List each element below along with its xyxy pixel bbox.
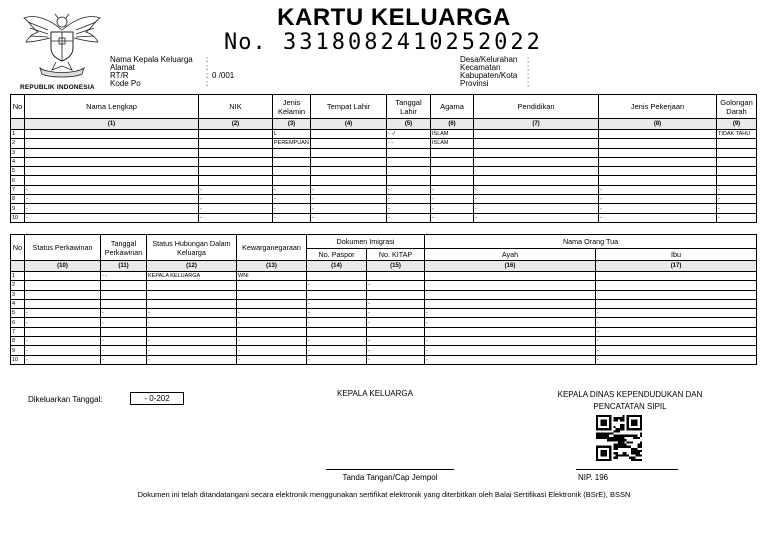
info-colon: : — [206, 63, 209, 72]
civil-registry-head-label — [548, 389, 712, 413]
col-header: Jenis Pekerjaan — [599, 95, 717, 119]
table-cell: - — [367, 346, 425, 355]
table-row — [11, 139, 757, 148]
table-cell: - — [311, 204, 387, 213]
col-index: (8) — [599, 119, 717, 130]
table-cell: - — [25, 213, 199, 222]
table-cell: - — [237, 309, 307, 318]
head-of-family-label: KEPALA KELUARGA — [337, 389, 413, 398]
col-index: (13) — [237, 261, 307, 272]
table-cell: - — [425, 309, 596, 318]
table-cell: WNI — [237, 272, 307, 281]
table-row — [11, 355, 757, 364]
table-cell: - — [425, 346, 596, 355]
row-number: 9 — [11, 204, 25, 213]
table-cell — [599, 176, 717, 185]
table-cell — [596, 272, 757, 281]
table-row — [11, 195, 757, 204]
table-cell — [717, 157, 757, 166]
table-row — [11, 130, 757, 139]
table-cell — [387, 157, 431, 166]
table-cell: - — [596, 337, 757, 346]
table-cell: - — [199, 204, 273, 213]
table-cell: - — [425, 318, 596, 327]
col-header: No — [11, 95, 25, 119]
table-cell — [101, 290, 147, 299]
col-header-group: Nama Orang Tua — [425, 235, 757, 249]
col-header: Tempat Lahir — [311, 95, 387, 119]
info-label: Desa/Kelurahan — [460, 55, 518, 64]
col-index: (9) — [717, 119, 757, 130]
table-cell: - — [101, 346, 147, 355]
table-cell — [199, 167, 273, 176]
table-cell: - — [307, 309, 367, 318]
document-number — [224, 30, 543, 55]
table-cell — [273, 176, 311, 185]
table-cell: - — [237, 346, 307, 355]
table-row — [11, 327, 757, 336]
row-number: 7 — [11, 185, 25, 194]
table-cell: - — [599, 213, 717, 222]
table-cell — [311, 139, 387, 148]
table-cell: - — [25, 204, 199, 213]
table-cell: - — [367, 355, 425, 364]
table-cell: - — [273, 204, 311, 213]
table-cell: - — [307, 281, 367, 290]
table-cell: - — [367, 318, 425, 327]
table-cell: - — [273, 195, 311, 204]
table-cell: - — [596, 318, 757, 327]
table-cell — [367, 290, 425, 299]
table-cell: - — [199, 195, 273, 204]
col-header: Pendidikan — [474, 95, 599, 119]
table-header-row — [11, 95, 757, 119]
col-index: (5) — [387, 119, 431, 130]
table-index-row — [11, 261, 757, 272]
table-cell — [311, 157, 387, 166]
table-cell — [425, 290, 596, 299]
table-cell — [599, 157, 717, 166]
row-number: 4 — [11, 157, 25, 166]
table-cell — [101, 299, 147, 308]
table-cell: - — [147, 346, 237, 355]
info-colon: : — [206, 71, 209, 80]
civil-registry-line-2: PENCATATAN SIPIL — [593, 402, 667, 411]
table-cell — [599, 167, 717, 176]
table-cell: - -/ — [387, 130, 431, 139]
family-status-table — [10, 234, 757, 365]
table-cell: L — [273, 130, 311, 139]
document-number-label: No. — [224, 30, 267, 55]
table-row — [11, 167, 757, 176]
row-number: 10 — [11, 213, 25, 222]
col-header: Kewarganegaraan — [237, 235, 307, 261]
table-cell: - — [147, 309, 237, 318]
civil-registry-line-1: KEPALA DINAS KEPENDUDUKAN DAN — [557, 390, 703, 399]
table-cell — [237, 299, 307, 308]
col-index: (2) — [199, 119, 273, 130]
table-cell — [147, 281, 237, 290]
col-header: Tanggal Perkawinan — [101, 235, 147, 261]
qr-code-icon — [596, 415, 642, 461]
household-info-right — [460, 56, 529, 88]
row-number: 3 — [11, 148, 25, 157]
table-index-row — [11, 119, 757, 130]
row-number: 7 — [11, 327, 25, 336]
table-cell — [599, 130, 717, 139]
household-info-left — [110, 56, 234, 88]
table-cell — [237, 327, 307, 336]
info-label: Alamat — [110, 63, 135, 72]
table-cell: - — [474, 204, 599, 213]
table-cell — [25, 130, 199, 139]
table-cell — [367, 272, 425, 281]
info-value: 0 /001 — [212, 71, 235, 80]
table-cell — [596, 299, 757, 308]
col-header-group: Dokumen Imigrasi — [307, 235, 425, 249]
table-row — [11, 185, 757, 194]
table-cell: - — [307, 299, 367, 308]
table-cell — [431, 157, 474, 166]
table-cell: - — [307, 346, 367, 355]
info-label: Kode Po — [110, 79, 141, 88]
info-label: Kecamatan — [460, 63, 501, 72]
table-cell — [474, 157, 599, 166]
table-cell — [311, 167, 387, 176]
signature-line — [326, 469, 454, 470]
table-cell: - — [599, 195, 717, 204]
table-cell — [25, 139, 199, 148]
info-label: Kabupaten/Kota — [460, 71, 518, 80]
info-label: RT/R — [110, 71, 129, 80]
table-cell — [596, 290, 757, 299]
table-cell — [717, 176, 757, 185]
table-cell: - — [25, 195, 199, 204]
table-cell: - — [147, 355, 237, 364]
info-label: Provinsi — [460, 79, 489, 88]
table-cell: - — [273, 213, 311, 222]
col-index: (15) — [367, 261, 425, 272]
table-cell — [307, 327, 367, 336]
table-cell — [474, 176, 599, 185]
col-index: (3) — [273, 119, 311, 130]
table-cell — [199, 130, 273, 139]
table-cell — [273, 148, 311, 157]
table-cell: - — [387, 195, 431, 204]
table-cell — [199, 148, 273, 157]
table-cell — [425, 327, 596, 336]
table-cell: - — [25, 355, 101, 364]
table-cell — [237, 290, 307, 299]
table-cell: - — [431, 185, 474, 194]
table-cell: - — [596, 346, 757, 355]
table-cell — [474, 148, 599, 157]
table-cell: - — [199, 185, 273, 194]
col-header: Agama — [431, 95, 474, 119]
issued-date-label: Dikeluarkan Tanggal: — [28, 395, 103, 404]
row-number: 8 — [11, 337, 25, 346]
table-cell: - — [474, 185, 599, 194]
row-number: 8 — [11, 195, 25, 204]
table-cell — [599, 139, 717, 148]
table-cell: - — [431, 204, 474, 213]
table-cell: - — [147, 337, 237, 346]
table-row — [11, 272, 757, 281]
table-row — [11, 148, 757, 157]
table-cell — [387, 176, 431, 185]
row-number: 10 — [11, 355, 25, 364]
table-cell: - — [425, 355, 596, 364]
official-nip: NIP. 196 — [578, 473, 609, 482]
table-cell — [147, 299, 237, 308]
table-row — [11, 213, 757, 222]
table-cell — [474, 139, 599, 148]
col-index — [11, 261, 25, 272]
row-number: 5 — [11, 309, 25, 318]
table-cell: - — [237, 355, 307, 364]
document-number-value: 3318082410252022 — [283, 30, 543, 55]
table-cell — [101, 281, 147, 290]
row-number: 9 — [11, 346, 25, 355]
table-cell: - - — [101, 272, 147, 281]
table-cell — [25, 157, 199, 166]
row-number: 2 — [11, 139, 25, 148]
info-colon: : — [206, 79, 209, 88]
row-number: 6 — [11, 318, 25, 327]
col-index — [11, 119, 25, 130]
table-cell: - — [596, 309, 757, 318]
info-colon: : — [527, 71, 530, 80]
table-cell: - — [311, 185, 387, 194]
row-number: 2 — [11, 281, 25, 290]
table-cell — [431, 176, 474, 185]
table-cell: - — [367, 299, 425, 308]
table-cell: TIDAK TAHU — [717, 130, 757, 139]
table-row — [11, 299, 757, 308]
row-number: 3 — [11, 290, 25, 299]
table-cell — [237, 281, 307, 290]
col-index: (7) — [474, 119, 599, 130]
table-cell: - — [237, 337, 307, 346]
col-index: (10) — [25, 261, 101, 272]
table-cell: - — [311, 195, 387, 204]
col-index: (17) — [596, 261, 757, 272]
issued-date-value: - 0-202 — [130, 392, 184, 405]
table-cell: - — [25, 309, 101, 318]
table-cell — [273, 157, 311, 166]
col-index: (11) — [101, 261, 147, 272]
document-title: KARTU KELUARGA — [277, 4, 511, 31]
table-cell: - — [25, 185, 199, 194]
table-cell — [25, 167, 199, 176]
row-number: 1 — [11, 272, 25, 281]
table-cell — [311, 148, 387, 157]
table-cell — [101, 327, 147, 336]
table-cell: - — [307, 318, 367, 327]
table-cell: ISLAM — [431, 139, 474, 148]
table-row — [11, 157, 757, 166]
info-colon: : — [527, 63, 530, 72]
col-index: (4) — [311, 119, 387, 130]
row-number: 5 — [11, 167, 25, 176]
table-cell — [474, 167, 599, 176]
table-cell — [147, 290, 237, 299]
info-colon: : — [527, 55, 530, 64]
table-cell: PEREMPUAN — [274, 140, 309, 147]
table-cell: - — [599, 204, 717, 213]
table-cell: - — [474, 213, 599, 222]
row-number: 6 — [11, 176, 25, 185]
col-header: Status Hubungan Dalam Keluarga — [147, 235, 237, 261]
table-cell — [25, 290, 101, 299]
table-cell: - — [147, 318, 237, 327]
table-cell — [25, 299, 101, 308]
table-cell — [25, 148, 199, 157]
info-label: Nama Kepala Keluarga — [110, 55, 193, 64]
family-members-table — [10, 94, 757, 223]
table-cell — [307, 272, 367, 281]
col-header: No — [11, 235, 25, 261]
official-signature-line — [576, 469, 678, 470]
col-index: (14) — [307, 261, 367, 272]
col-header: Golongan Darah — [717, 95, 757, 119]
table-row — [11, 290, 757, 299]
table-row — [11, 281, 757, 290]
table-cell — [431, 148, 474, 157]
emblem-caption: REPUBLIK INDONESIA — [20, 84, 95, 91]
table-row — [11, 318, 757, 327]
table-cell — [311, 130, 387, 139]
table-cell: KEPALA KELUARGA — [147, 272, 237, 281]
table-cell — [425, 272, 596, 281]
table-cell — [199, 157, 273, 166]
table-cell — [425, 281, 596, 290]
table-cell — [311, 176, 387, 185]
info-colon: : — [527, 79, 530, 88]
table-cell: - — [387, 204, 431, 213]
table-header-row — [11, 235, 757, 249]
table-cell: - — [425, 337, 596, 346]
info-row — [460, 80, 529, 88]
info-row — [110, 80, 234, 88]
col-index: (16) — [425, 261, 596, 272]
table-cell: - — [237, 318, 307, 327]
table-cell — [599, 148, 717, 157]
table-cell — [596, 281, 757, 290]
col-header: Nama Lengkap — [25, 95, 199, 119]
table-cell: - — [431, 213, 474, 222]
table-cell: - — [101, 337, 147, 346]
table-cell — [387, 148, 431, 157]
table-cell — [273, 167, 311, 176]
table-cell — [25, 272, 101, 281]
table-cell: ISLAM — [431, 130, 474, 139]
table-cell: - — [596, 327, 757, 336]
table-cell — [199, 139, 273, 148]
table-cell — [717, 139, 757, 148]
col-header: Ayah — [425, 249, 596, 261]
table-cell: - — [101, 355, 147, 364]
table-cell: - — [307, 355, 367, 364]
col-header: NIK — [199, 95, 273, 119]
table-cell: - — [717, 185, 757, 194]
table-cell: - — [25, 318, 101, 327]
table-cell — [199, 176, 273, 185]
table-cell: - — [717, 204, 757, 213]
col-header: No. KITAP — [367, 249, 425, 261]
table-cell: - — [717, 213, 757, 222]
table-cell: - — [431, 195, 474, 204]
electronic-signature-disclaimer: Dokumen ini telah ditandatangani secara elektronik menggunakan sertifikat elektronik yang diterbitkan oleh Balai Sertifikasi Elektronik (BSrE), BSSN — [137, 490, 631, 499]
info-colon: : — [206, 55, 209, 64]
table-cell — [717, 148, 757, 157]
table-cell: - — [101, 309, 147, 318]
table-cell: - — [367, 281, 425, 290]
col-header: Ibu — [596, 249, 757, 261]
table-cell — [474, 130, 599, 139]
table-row — [11, 176, 757, 185]
table-cell: - - — [387, 139, 431, 148]
table-cell — [307, 290, 367, 299]
table-cell: - — [273, 185, 311, 194]
table-cell: - — [307, 337, 367, 346]
table-cell: - — [367, 337, 425, 346]
col-header: No. Paspor — [307, 249, 367, 261]
table-cell: - — [596, 355, 757, 364]
table-row — [11, 204, 757, 213]
signature-caption: Tanda Tangan/Cap Jempol — [342, 473, 438, 482]
table-cell — [387, 167, 431, 176]
table-cell: - — [387, 185, 431, 194]
table-cell — [25, 327, 101, 336]
table-cell: - — [101, 318, 147, 327]
table-cell: - — [311, 213, 387, 222]
table-cell — [431, 167, 474, 176]
col-index: (12) — [147, 261, 237, 272]
col-header: Status Perkawinan — [25, 235, 101, 261]
col-header: Jenis Kelamin — [273, 95, 311, 119]
table-cell — [717, 167, 757, 176]
table-row — [11, 337, 757, 346]
table-cell: - — [367, 309, 425, 318]
col-index: (6) — [431, 119, 474, 130]
table-row — [11, 309, 757, 318]
table-cell: - — [717, 195, 757, 204]
table-cell: - — [474, 195, 599, 204]
table-cell: - — [199, 213, 273, 222]
table-cell: - — [25, 346, 101, 355]
table-cell — [25, 176, 199, 185]
table-cell — [147, 327, 237, 336]
table-cell — [425, 299, 596, 308]
table-cell — [25, 281, 101, 290]
col-index: (1) — [25, 119, 199, 130]
table-row — [11, 346, 757, 355]
row-number: 1 — [11, 130, 25, 139]
table-cell: - — [599, 185, 717, 194]
table-cell: - — [25, 337, 101, 346]
col-header: Tanggal Lahir — [387, 95, 431, 119]
table-cell: - — [387, 213, 431, 222]
row-number: 4 — [11, 299, 25, 308]
table-cell — [367, 327, 425, 336]
